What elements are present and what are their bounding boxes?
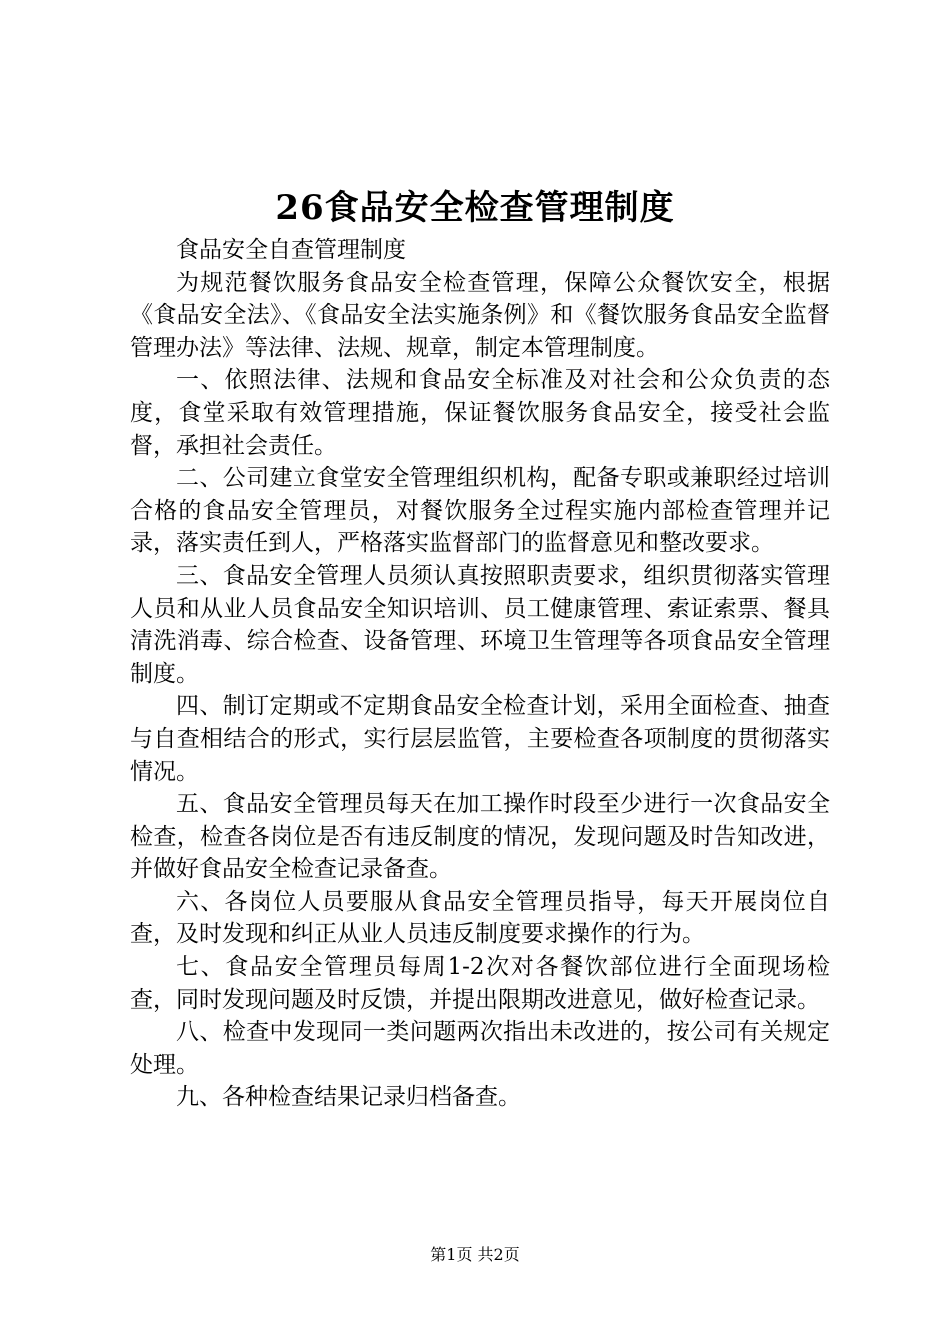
paragraph: 一、依照法律、法规和食品安全标准及对社会和公众负责的态度，食堂采取有效管理措施，保证餐饮服务食品安全，接受社会监督，承担社会责任。 <box>130 367 830 459</box>
paragraph: 二、公司建立食堂安全管理组织机构，配备专职或兼职经过培训合格的食品安全管理员，对餐饮服务全过程实施内部检查管理并记录，落实责任到人，严格落实监督部门的监督意见和整改要求。 <box>130 465 830 557</box>
paragraph: 五、食品安全管理员每天在加工操作时段至少进行一次食品安全检查，检查各岗位是否有违反制度的情况，发现问题及时告知改进，并做好食品安全检查记录备查。 <box>130 791 830 883</box>
paragraph: 六、各岗位人员要服从食品安全管理员指导，每天开展岗位自查，及时发现和纠正从业人员违反制度要求操作的行为。 <box>130 888 830 948</box>
document-body <box>130 234 830 1114</box>
paragraph: 八、检查中发现同一类问题两次指出未改进的，按公司有关规定处理。 <box>130 1019 830 1078</box>
paragraph: 食品安全自查管理制度 <box>176 237 406 263</box>
paragraph: 为规范餐饮服务食品安全检查管理，保障公众餐饮安全，根据《食品安全法》、《食品安全法实施条例》和《餐饮服务食品安全监督管理办法》等法律、法规、规章，制定本管理制度。 <box>130 269 830 361</box>
document-title: 26食品安全检查管理制度 <box>275 188 675 228</box>
paragraph: 七、食品安全管理员每周1-2次对各餐饮部位进行全面现场检查，同时发现问题及时反馈，并提出限期改进意见，做好检查记录。 <box>130 954 830 1013</box>
page-number-footer: 第1页 共2页 <box>430 1245 520 1264</box>
paragraph: 九、各种检查结果记录归档备查。 <box>176 1084 521 1111</box>
paragraph: 三、食品安全管理人员须认真按照职责要求，组织贯彻落实管理人员和从业人员食品安全知识培训、员工健康管理、索证索票、餐具清洗消毒、综合检查、设备管理、环境卫生管理等各项食品安全管理制度。 <box>130 562 830 687</box>
paragraph: 四、制订定期或不定期食品安全检查计划，采用全面检查、抽查与自查相结合的形式，实行层层监管，主要检查各项制度的贯彻落实情况。 <box>130 693 830 785</box>
